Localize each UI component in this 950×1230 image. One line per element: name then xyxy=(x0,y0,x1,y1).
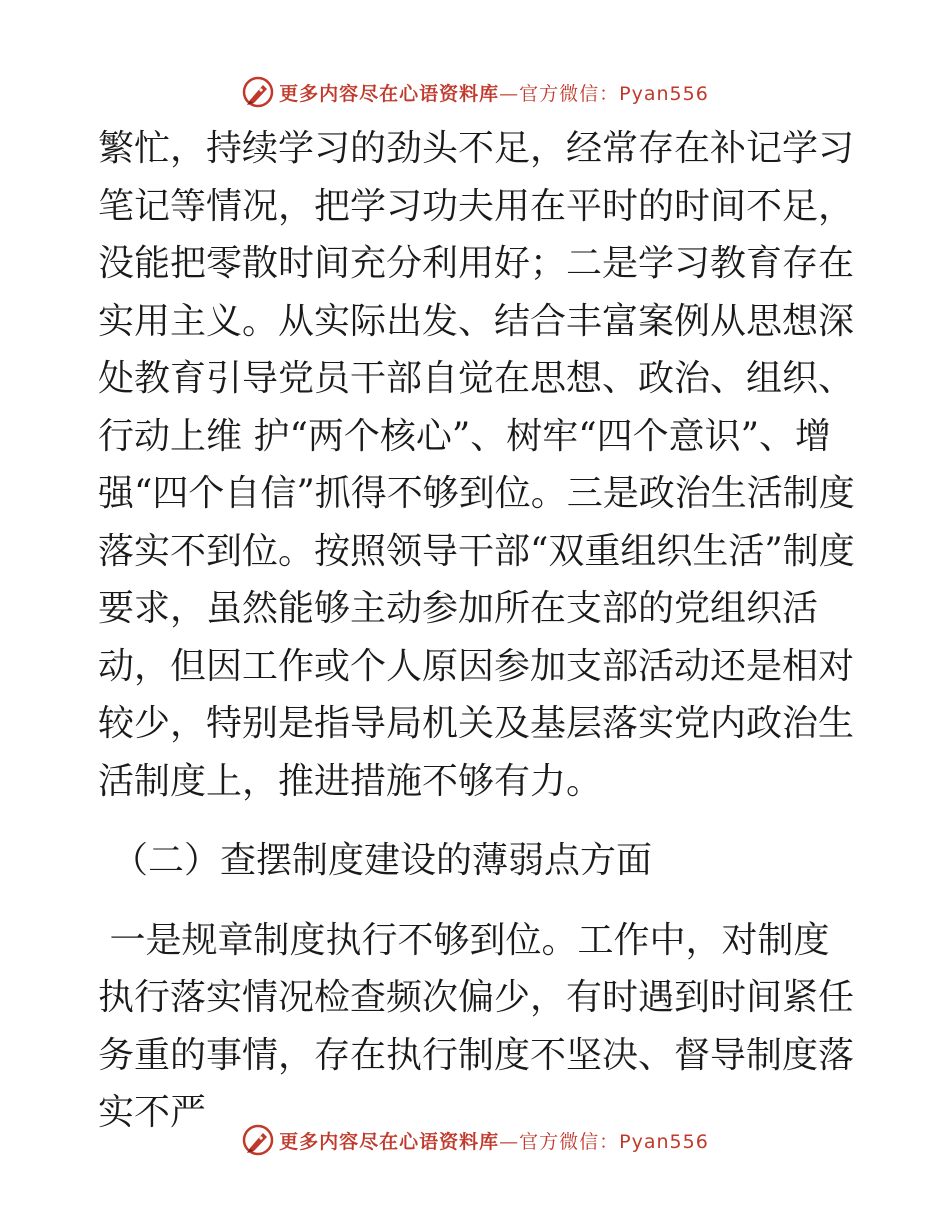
body-paragraph: 一是规章制度执行不够到位。工作中，对制度执行落实情况检查频次偏少，有时遇到时间紧任务重的事情，存在执行制度不坚决、督导制度落实不严 xyxy=(98,919,855,1133)
watermark-text: 更多内容尽在心语资料库—官方微信：Pyan556 xyxy=(279,1130,709,1153)
section-heading: （二）查摆制度建设的薄弱点方面 xyxy=(112,840,653,881)
watermark-text: 更多内容尽在心语资料库—官方微信：Pyan556 xyxy=(279,82,709,105)
header-watermark xyxy=(0,72,950,112)
footer-watermark xyxy=(0,1120,950,1160)
fountain-pen-logo-icon xyxy=(241,1123,275,1157)
document-body xyxy=(98,120,858,1142)
fountain-pen-logo-icon xyxy=(241,75,275,109)
body-paragraph: 繁忙，持续学习的劲头不足，经常存在补记学习笔记等情况，把学习功夫用在平时的时间不足，没能把零散时间充分利用好；二是学习教育存在实用主义。从实际出发、结合丰富案例从思想深处教育引导党员干部自觉在思想、政治、组织、行动上维 护“两个核心”、树牢“四个意识”、增强“四个自信”抓得不够到位。三是政治生活制度落实不到位。按照领导干部“双重组织生活”制度要求，虽然能够主动参加所在支部的党组织活动，但因工作或个人原因参加支部活动还是相对较少，特别是指导局机关及基层落实党内政治生活制度上，推进措施不够有力。 xyxy=(98,128,855,802)
